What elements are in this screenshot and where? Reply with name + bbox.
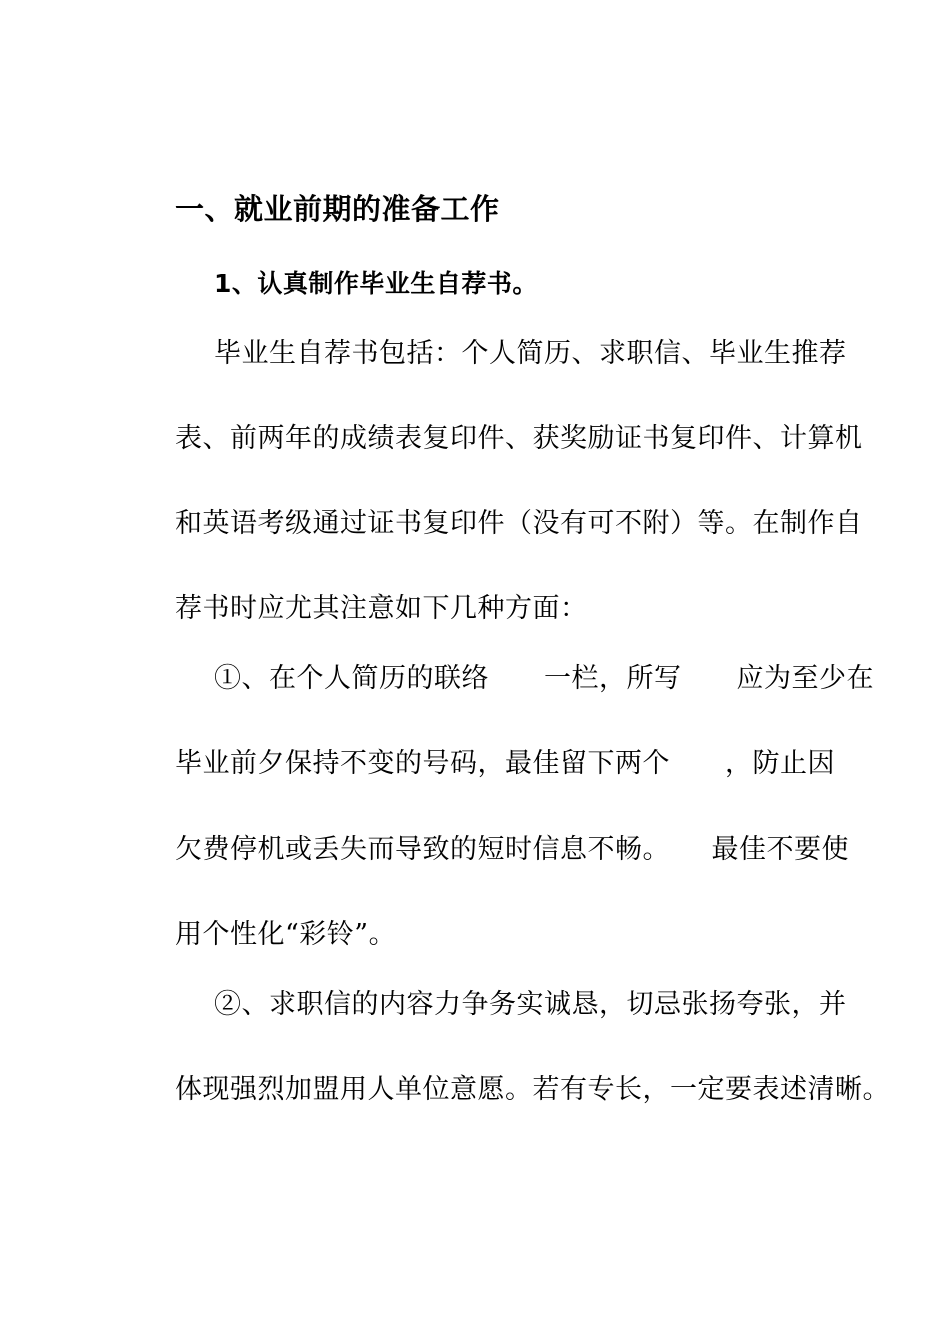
list-item-line: 体现强烈加盟用人单位意愿。若有专长，一定要表述清晰。 (175, 1074, 890, 1105)
list-item-line: 用个性化“彩铃”。 (175, 919, 397, 950)
paragraph-line: 荐书时应尤其注意如下几种方面： (175, 593, 588, 624)
section-heading: 一、就业前期的准备工作 (175, 192, 500, 226)
list-item-line: 欠费停机或丢失而导致的短时信息不畅。 最佳不要使 (175, 834, 849, 865)
list-item-line: 毕业前夕保持不变的号码，最佳留下两个 ，防止因 (175, 748, 835, 779)
list-item-line: ②、求职信的内容力争务实诚恳，切忌张扬夸张，并 (214, 989, 847, 1020)
paragraph-line: 和英语考级通过证书复印件（没有可不附）等。在制作自 (175, 508, 863, 539)
paragraph-line: 毕业生自荐书包括：个人简历、求职信、毕业生推荐 (214, 338, 847, 369)
subsection-heading: 1、认真制作毕业生自荐书。 (214, 269, 538, 298)
list-item-line: ①、在个人简历的联络 一栏，所写 应为至少在 (214, 663, 874, 694)
paragraph-line: 表、前两年的成绩表复印件、获奖励证书复印件、计算机 (175, 423, 863, 454)
